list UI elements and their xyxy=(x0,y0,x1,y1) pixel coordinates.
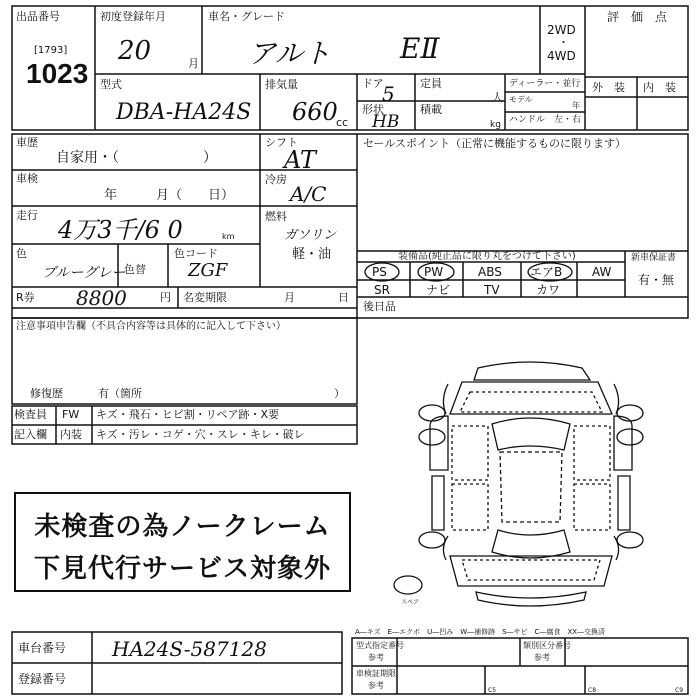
name-change-label: 名変期限 xyxy=(183,291,227,304)
banner-line-1: 未検査の為ノークレーム xyxy=(34,512,331,542)
drive-dot: ・ xyxy=(558,36,569,49)
equip-pw: PW xyxy=(424,265,444,279)
color-label: 色 xyxy=(16,247,27,260)
warranty-label: 新車保証書 xyxy=(631,253,677,263)
year-unit: 年 xyxy=(572,101,580,110)
lot-label: 出品番号 xyxy=(16,10,60,23)
color-code-label: 色コード xyxy=(174,247,218,260)
equip-leather: カワ xyxy=(536,283,561,297)
mileage-value: 4万3千/6 0 xyxy=(58,216,183,244)
repair-value: 有（箇所 xyxy=(98,387,142,400)
yen-unit: 円 xyxy=(160,291,171,304)
doors-value: 5 xyxy=(382,82,395,106)
color-value: ブルーグレー xyxy=(42,265,126,281)
color-change-label: 色替 xyxy=(124,263,146,276)
ac-value: A/C xyxy=(290,182,327,206)
lot-code: [1793] xyxy=(34,45,68,56)
inspector-label-2: 記入欄 xyxy=(14,428,47,441)
eval-label: 評 価 点 xyxy=(607,10,668,24)
notes-label: 注意事項申告欄（不具合内容等は具体的に記入して下さい） xyxy=(16,321,286,332)
recycle-value: 8800 xyxy=(76,286,127,310)
sales-point-label: セールスポイント（正常に機能するものに限ります） xyxy=(363,137,627,150)
shape-cert-label: 型式指定番号 xyxy=(356,641,404,650)
shape-label: 形状 xyxy=(362,103,384,116)
repair-label: 修復歴 xyxy=(30,387,63,400)
equip-navi: ナビ xyxy=(426,283,451,297)
doors-label: ドア xyxy=(362,77,384,90)
code-c5: C5 xyxy=(488,687,497,694)
name-change-month: 月 xyxy=(284,291,295,304)
equip-ps: PS xyxy=(372,265,387,279)
int-text: キズ・汚レ・コゲ・穴・スレ・キレ・破レ xyxy=(96,428,305,441)
shape-cert-ref: 参考 xyxy=(368,653,384,662)
reg-cert-ref: 参考 xyxy=(368,681,384,690)
name-change-day: 日 xyxy=(338,291,349,304)
model-year-label: モデル xyxy=(509,95,533,104)
history-label: 車歴 xyxy=(16,136,38,149)
banner-line-2: 下見代行サービス対象外 xyxy=(33,554,331,584)
recycle-label: R券 xyxy=(16,291,35,304)
capacity-label: 定員 xyxy=(420,77,442,90)
cc-unit: cc xyxy=(336,116,349,129)
fw-label: FW xyxy=(62,408,80,421)
displacement-value: 660 xyxy=(292,98,338,126)
fw-text: キズ・飛石・ヒビ割・リペア跡・X要 xyxy=(96,408,280,421)
inspection-value: 年 月（ 日） xyxy=(104,188,235,203)
name-label: 車名・グレード xyxy=(208,10,285,23)
model-label: 型式 xyxy=(100,78,122,91)
km-unit: km xyxy=(222,232,235,241)
exterior-label: 外 装 xyxy=(592,81,625,94)
equip-sr: SR xyxy=(374,283,390,297)
car-name: アルト xyxy=(248,37,331,70)
grade: EⅡ xyxy=(400,32,440,65)
shift-value: AT xyxy=(284,146,317,174)
category-label: 類別区分番号 xyxy=(523,641,571,650)
capacity-unit: 人 xyxy=(492,91,503,104)
damage-legend: A―キズ E―エクボ U―凹み W―補修跡 S―サビ C―腐食 XX―交換済 xyxy=(355,628,606,636)
shape-value: HB xyxy=(372,112,400,132)
equipment-label: 装備品(純正品に限り丸をつけて下さい) xyxy=(398,251,576,262)
fuel-value: ガソリン xyxy=(284,228,337,243)
load-label: 積載 xyxy=(420,103,442,116)
kg-unit: kg xyxy=(490,120,501,130)
drive-2wd: 2WD xyxy=(547,23,576,37)
spare-label: スペア xyxy=(401,599,420,606)
displacement-label: 排気量 xyxy=(265,78,298,91)
first-reg-year: 20 xyxy=(118,36,152,66)
dealer-label: ディーラー・並行 xyxy=(509,79,581,89)
lot-number: 1023 xyxy=(26,58,89,89)
inspection-label: 車検 xyxy=(16,172,38,185)
code-c8: C8 xyxy=(588,687,597,694)
ac-label: 冷房 xyxy=(265,173,287,186)
warranty-value: 有・無 xyxy=(638,273,675,287)
reg-cert-label: 車検証期限 xyxy=(356,669,396,678)
fuel-label: 燃料 xyxy=(265,210,287,223)
first-reg-month-unit: 月 xyxy=(188,57,199,70)
category-ref: 参考 xyxy=(534,653,550,662)
equip-abs: ABS xyxy=(478,265,502,279)
drive-4wd: 4WD xyxy=(547,49,576,63)
repair-close: ） xyxy=(334,387,345,400)
reg-label: 登録番号 xyxy=(18,672,67,686)
code-c9: C9 xyxy=(675,687,684,694)
retrofit-label: 後日品 xyxy=(363,300,396,313)
history-value: 自家用・（ ） xyxy=(56,150,217,166)
interior-label: 内 装 xyxy=(643,81,676,94)
fuel-alt: 軽・油 xyxy=(292,247,332,262)
color-code-value: ZGF xyxy=(188,260,228,281)
first-reg-label: 初度登録年月 xyxy=(100,10,166,23)
equip-airbag: エアB xyxy=(530,265,563,279)
handle-label: ハンドル 左・右 xyxy=(509,115,582,125)
shift-label: シフト xyxy=(265,136,298,149)
inspector-label-1: 検査員 xyxy=(14,408,47,421)
int-label: 内装 xyxy=(60,428,82,441)
equip-tv: TV xyxy=(484,283,500,297)
model-value: DBA-HA24S xyxy=(116,100,252,125)
chassis-label: 車台番号 xyxy=(18,641,67,655)
equip-aw: AW xyxy=(592,265,612,279)
chassis-value: HA24S-587128 xyxy=(112,637,267,661)
mileage-label: 走行 xyxy=(16,209,38,222)
